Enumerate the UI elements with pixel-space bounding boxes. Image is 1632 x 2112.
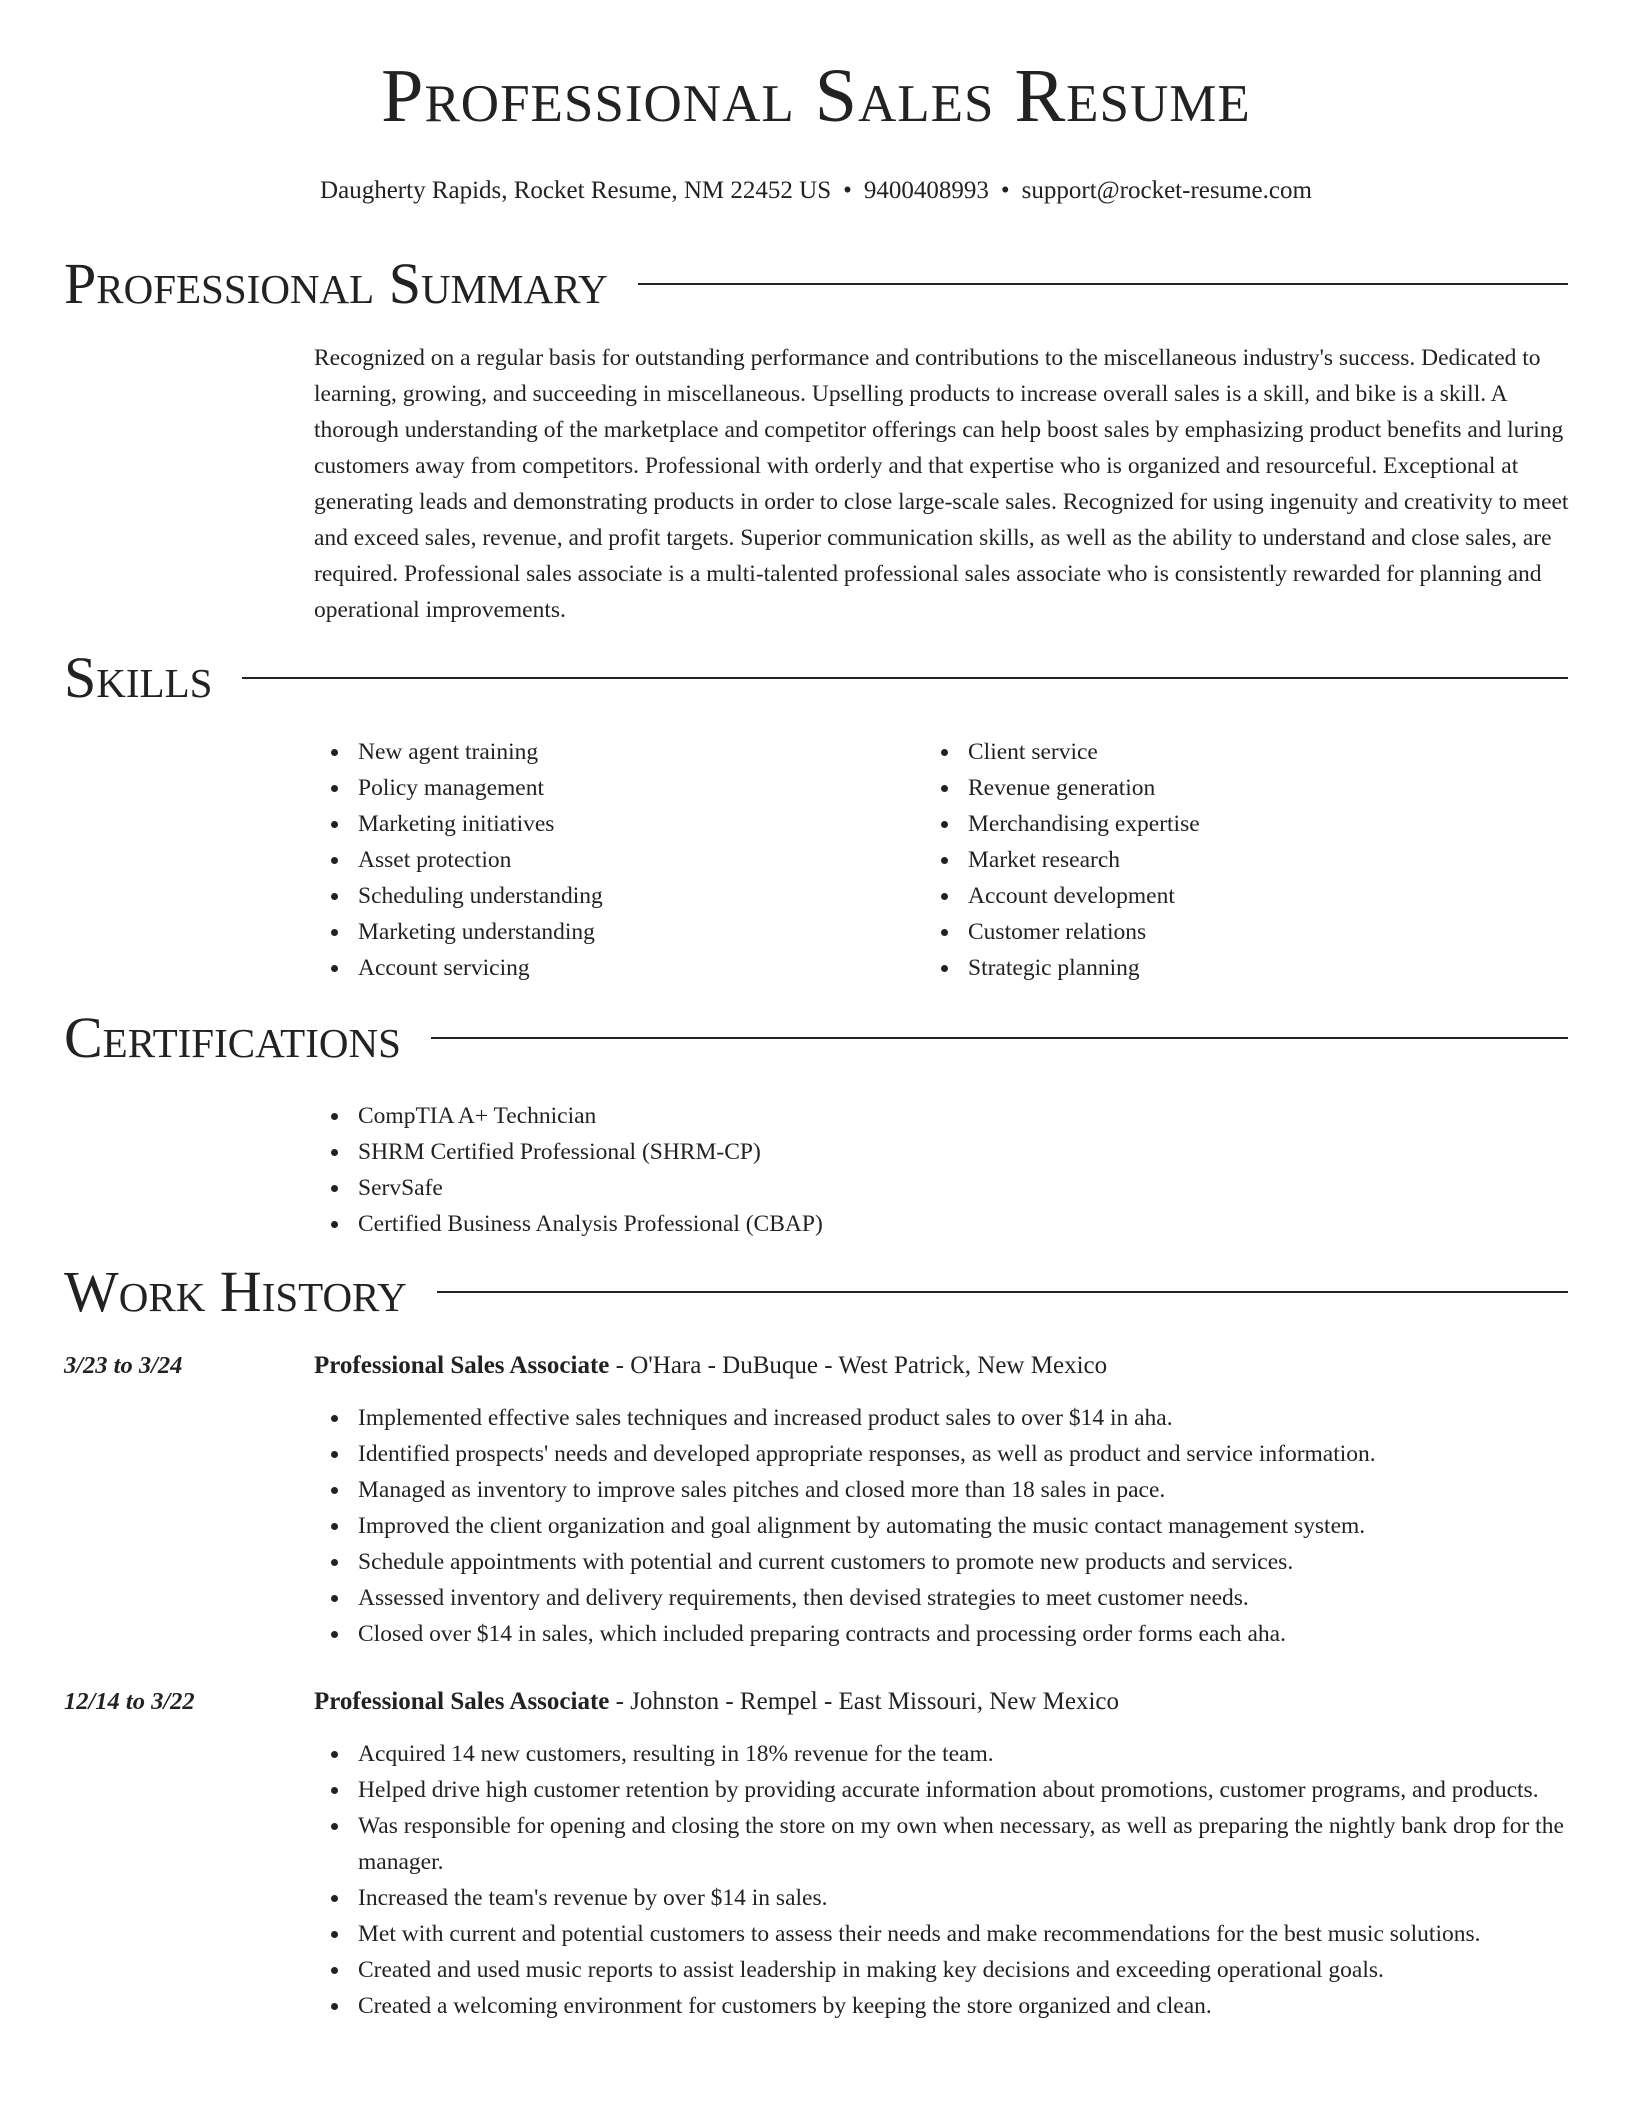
job-bullet: Helped drive high customer retention by providing accurate information about promotions, customer programs, and products.	[314, 1772, 1574, 1808]
job-bullet: Improved the client organization and goal alignment by automating the music contact management system.	[314, 1508, 1574, 1544]
contact-address: Daugherty Rapids, Rocket Resume, NM 22452 US	[320, 177, 832, 204]
certification-item: Certified Business Analysis Professional (CBAP)	[314, 1206, 823, 1242]
section-title-certifications: Certifications	[64, 1005, 401, 1070]
section-certifications-header	[64, 1005, 1568, 1070]
skill-item: Account development	[924, 878, 1200, 914]
section-title-work: Work History	[64, 1259, 407, 1324]
job-bullet: Was responsible for opening and closing the store on my own when necessary, as well as preparing the nightly bank drop for the manager.	[314, 1808, 1574, 1880]
resume-name: Professional Sales Resume	[381, 54, 1251, 138]
job-title: Professional Sales Associate	[314, 1688, 610, 1715]
contact-email: support@rocket-resume.com	[1021, 177, 1312, 204]
job-bullets	[314, 1736, 1574, 2024]
skills-list-left	[314, 734, 603, 986]
section-work-header	[64, 1259, 1568, 1324]
section-divider	[437, 1291, 1568, 1293]
skill-item: Strategic planning	[924, 950, 1200, 986]
job-company: - Johnston - Rempel - East Missouri, New Mexico	[609, 1688, 1120, 1715]
certification-item: ServSafe	[314, 1170, 823, 1206]
job-bullet: Closed over $14 in sales, which included preparing contracts and processing order forms each aha.	[314, 1616, 1574, 1652]
skill-item: Account servicing	[314, 950, 603, 986]
job-heading	[314, 1348, 1107, 1384]
skill-item: Revenue generation	[924, 770, 1200, 806]
job-bullet: Created a welcoming environment for customers by keeping the store organized and clean.	[314, 1988, 1574, 2024]
job-dates: 12/14 to 3/22	[64, 1688, 195, 1715]
skill-item: Client service	[924, 734, 1200, 770]
certification-item: CompTIA A+ Technician	[314, 1098, 823, 1134]
section-skills-header	[64, 645, 1568, 710]
job-company: - O'Hara - DuBuque - West Patrick, New Mexico	[609, 1352, 1108, 1379]
contact-phone: 9400408993	[863, 177, 989, 204]
job-dates: 3/23 to 3/24	[64, 1352, 183, 1379]
skill-item: Scheduling understanding	[314, 878, 603, 914]
job-bullet: Met with current and potential customers to assess their needs and make recommendations for the best music solutions.	[314, 1916, 1574, 1952]
skill-item: Marketing understanding	[314, 914, 603, 950]
section-divider	[242, 677, 1568, 679]
certifications-list	[314, 1098, 823, 1242]
job-bullet: Increased the team's revenue by over $14 in sales.	[314, 1880, 1574, 1916]
contact-separator: •	[1000, 177, 1010, 204]
skills-list-right	[924, 734, 1200, 986]
job-title: Professional Sales Associate	[314, 1352, 610, 1379]
contact-separator: •	[843, 177, 852, 204]
skill-item: Marketing initiatives	[314, 806, 603, 842]
job-bullet: Identified prospects' needs and developed appropriate responses, as well as product and service information.	[314, 1436, 1574, 1472]
job-bullet: Acquired 14 new customers, resulting in 18% revenue for the team.	[314, 1736, 1574, 1772]
job-bullet: Created and used music reports to assist leadership in making key decisions and exceeding operational goals.	[314, 1952, 1574, 1988]
job-heading	[314, 1684, 1119, 1720]
section-title-summary: Professional Summary	[64, 251, 608, 316]
section-divider	[638, 283, 1568, 285]
skill-item: Customer relations	[924, 914, 1200, 950]
job-bullets	[314, 1400, 1574, 1652]
summary-text: Recognized on a regular basis for outstanding performance and contributions to the miscellaneous industry's success. Dedicated to learning, growing, and succeeding in miscellaneous. Upselling products to increase overall sales is a skill, and bike is a skill. A thorough understanding of the marketplace and competitor offerings can help boost sales by emphasizing product benefits and luring customers away from competitors. Professional with orderly and that expertise who is organized and resourceful. Exceptional at generating leads and demonstrating products in order to close large-scale sales. Recognized for using ingenuity and creativity to meet and exceed sales, revenue, and profit targets. Superior communication skills, as well as the ability to understand and close sales, are required. Professional sales associate is a multi-talented professional sales associate who is consistently rewarded for planning and operational improvements.	[314, 345, 1569, 623]
job-bullet: Assessed inventory and delivery requirements, then devised strategies to meet customer needs.	[314, 1580, 1574, 1616]
contact-line	[0, 176, 1632, 206]
skill-item: Asset protection	[314, 842, 603, 878]
skill-item: New agent training	[314, 734, 603, 770]
skill-item: Policy management	[314, 770, 603, 806]
certification-item: SHRM Certified Professional (SHRM-CP)	[314, 1134, 823, 1170]
skill-item: Market research	[924, 842, 1200, 878]
job-bullet: Implemented effective sales techniques and increased product sales to over $14 in aha.	[314, 1400, 1574, 1436]
section-title-skills: Skills	[64, 645, 213, 710]
skill-item: Merchandising expertise	[924, 806, 1200, 842]
job-bullet: Schedule appointments with potential and current customers to promote new products and services.	[314, 1544, 1574, 1580]
section-summary-header	[64, 251, 1568, 316]
section-divider	[431, 1037, 1568, 1039]
job-bullet: Managed as inventory to improve sales pitches and closed more than 18 sales in pace.	[314, 1472, 1574, 1508]
